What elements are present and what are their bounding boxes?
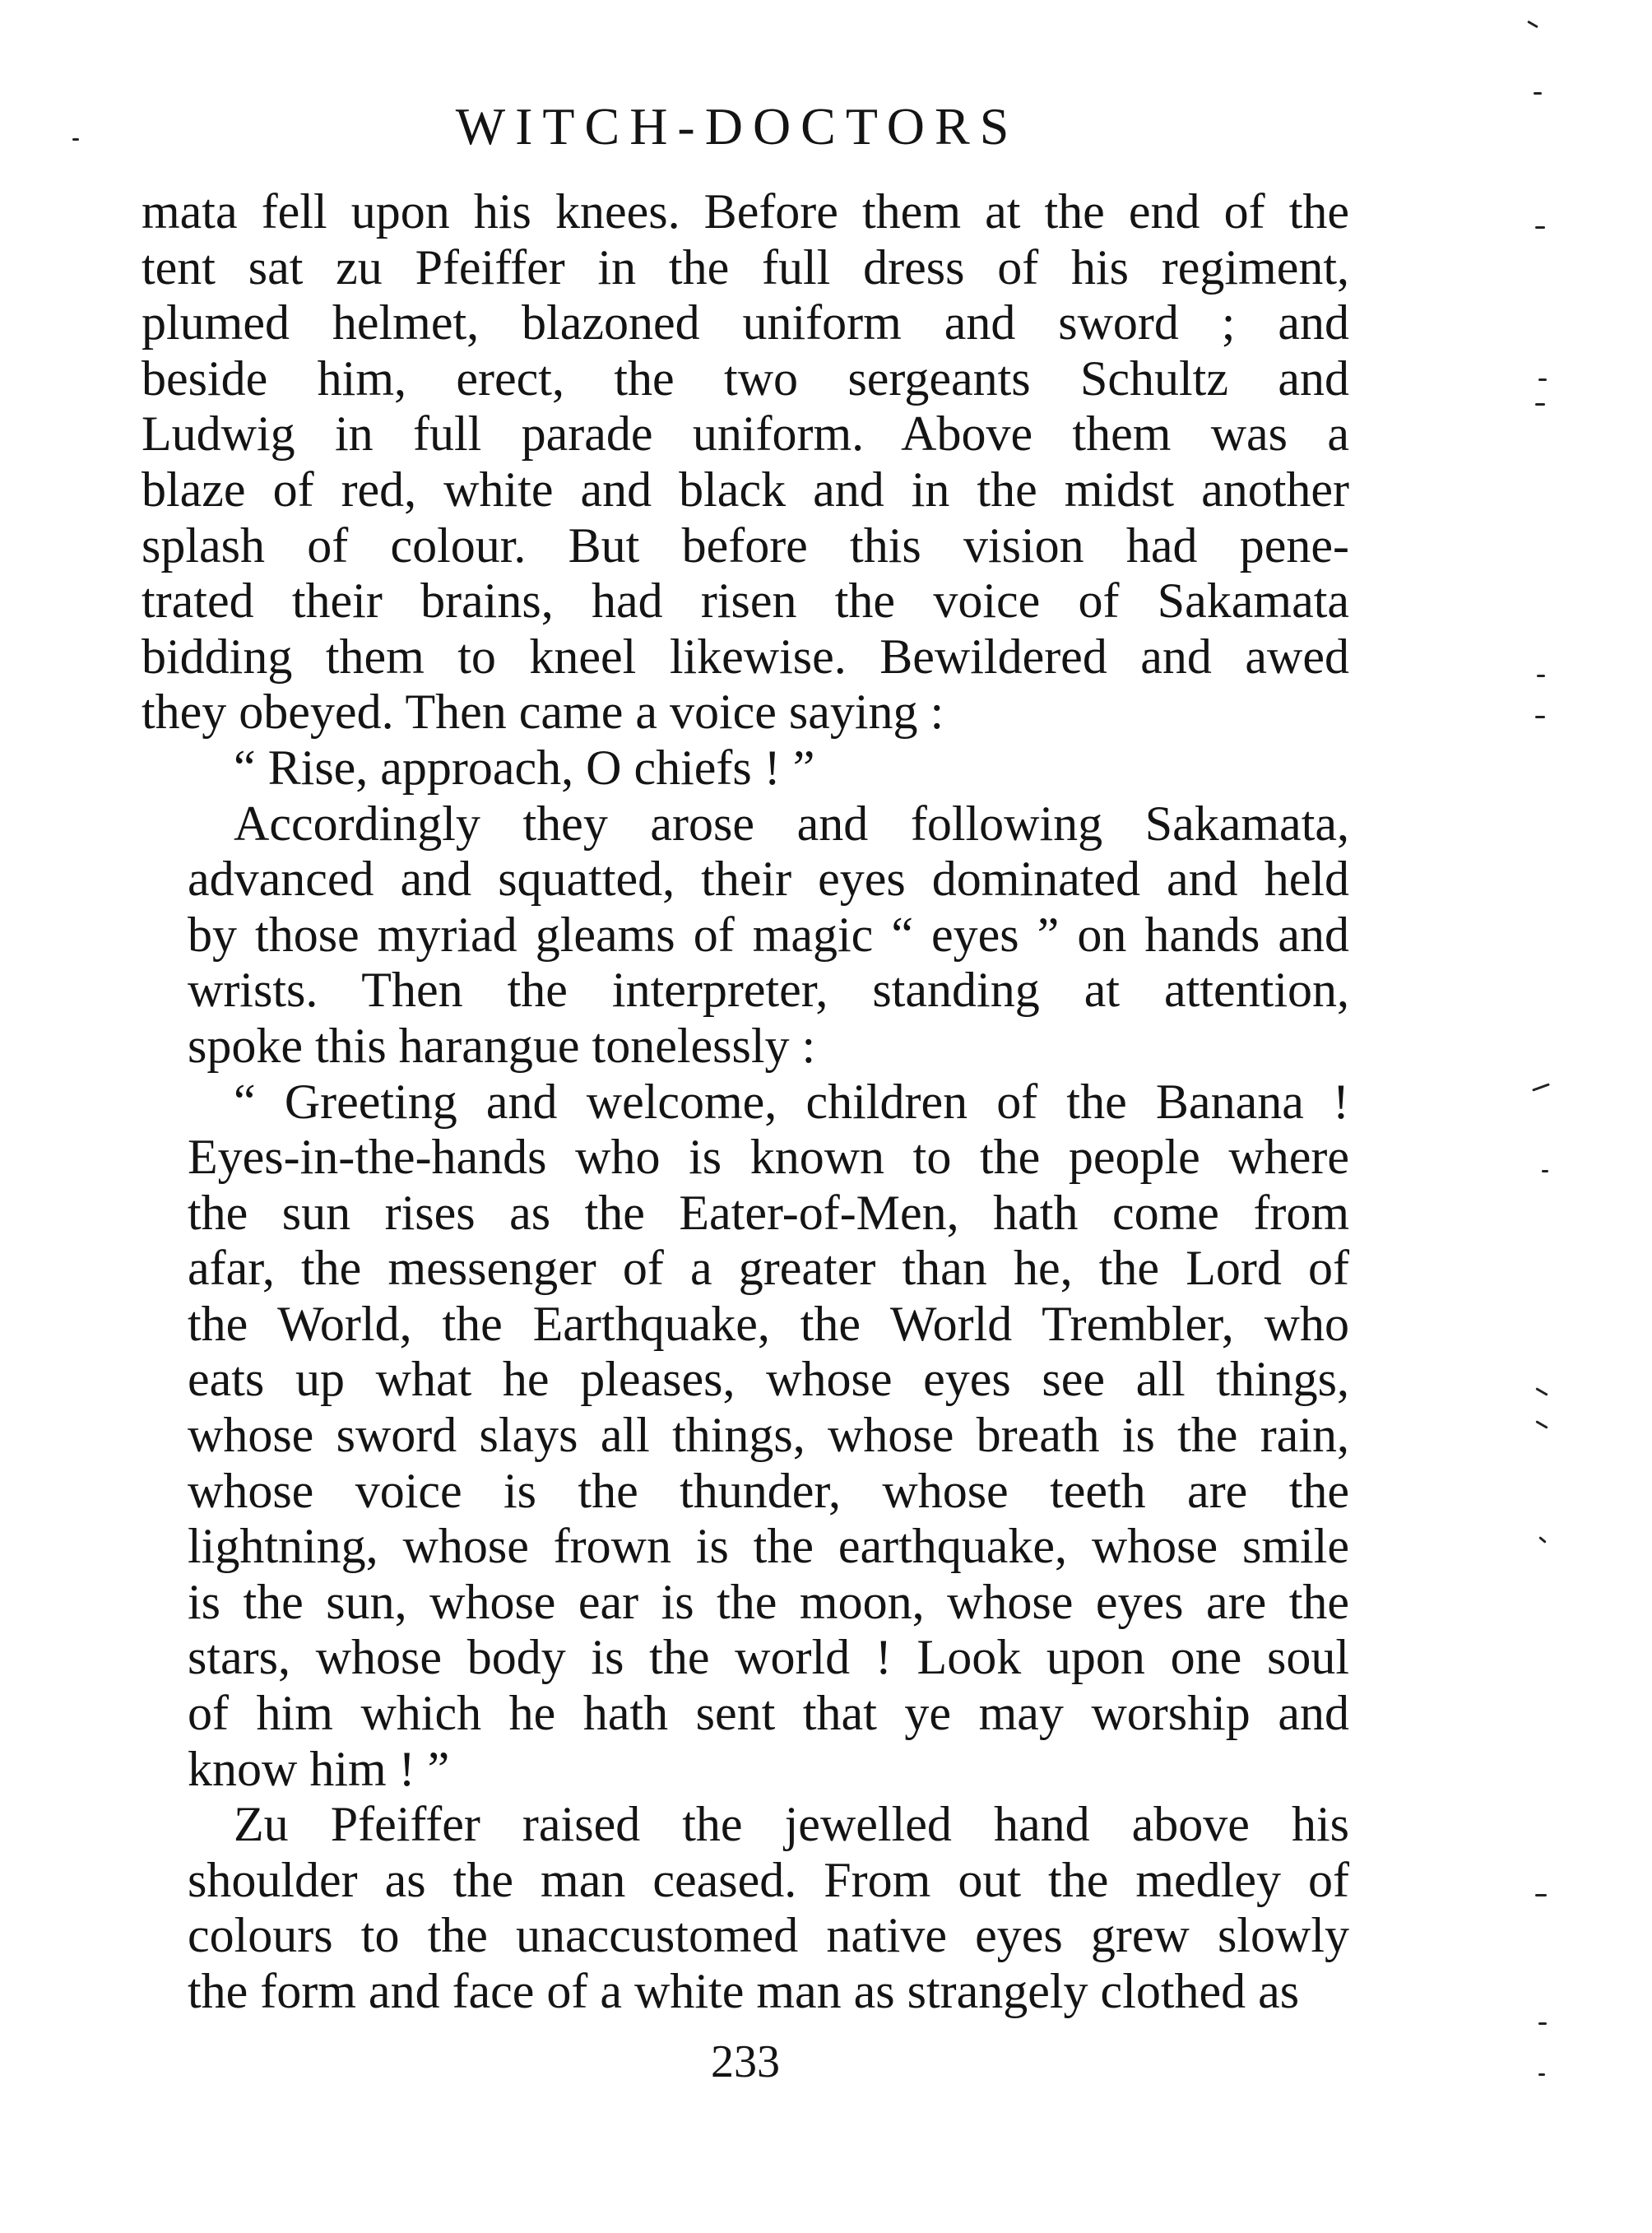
running-head: WITCH-DOCTORS [455,97,1019,156]
paragraph [142,1797,1349,2019]
scan-mark [1535,403,1545,406]
text-line: tent sat zu Pfeiffer in the full dress of his regiment, [142,239,1349,295]
paragraph [142,1075,1349,1798]
text-line: mata fell upon his knees. Before them at the end of the [142,184,1349,239]
text-line: they obeyed. Then came a voice saying : [142,685,944,740]
text-line: spoke this harangue tonelessly : [188,1018,816,1073]
text-line: eats up what he pleases, whose eyes see all things, [188,1352,1349,1407]
text-line: splash of colour. But before this vision had pene- [142,518,1349,573]
paragraph [142,740,1349,796]
body-text [142,184,1349,2020]
text-line: beside him, erect, the two sergeants Schultz and [142,351,1349,406]
text-line: by those myriad gleams of magic “ eyes ” on hands and [188,907,1349,962]
scan-mark [1532,1083,1550,1091]
paragraph [142,796,1349,1075]
text-line: advanced and squatted, their eyes dominated and held [188,852,1349,907]
scan-mark [1535,1894,1547,1896]
page-number: 233 [711,2036,780,2087]
text-line: the form and face of a white man as strangely clothed as [188,1964,1300,2018]
text-line: bidding them to kneel likewise. Bewildered and awed [142,629,1349,684]
scan-mark [1527,21,1538,29]
scan-mark [1537,675,1545,677]
text-line: Ludwig in full parade uniform. Above them was a [142,406,1349,462]
scan-mark [1534,92,1542,95]
text-line: wrists. Then the interpreter, standing at attention, [188,963,1349,1018]
text-line: Eyes-in-the-hands who is known to the people where [188,1130,1349,1185]
text-line: shoulder as the man ceased. From out the medley of [188,1852,1349,1907]
scan-mark [1535,1420,1548,1429]
text-line: of him which he hath sent that ye may worship and [188,1686,1349,1741]
text-line: is the sun, whose ear is the moon, whose eyes are the [188,1574,1349,1629]
text-line: lightning, whose frown is the earthquake, whose smile [188,1519,1349,1574]
scan-mark [1535,226,1545,229]
scan-mark [1542,1170,1548,1172]
text-line: Zu Pfeiffer raised the jewelled hand above his [234,1797,1349,1852]
scan-mark [1538,378,1547,381]
scan-mark [1538,2022,1547,2025]
paragraph [142,184,1349,740]
text-line: trated their brains, had risen the voice of Sakamata [142,573,1349,629]
scan-mark [1538,1536,1547,1544]
text-line: afar, the messenger of a greater than he, the Lord of [188,1241,1349,1296]
scan-mark [1535,1387,1548,1396]
text-line: Accordingly they arose and following Sakamata, [234,796,1349,851]
text-line: stars, whose body is the world ! Look upon one soul [188,1630,1349,1685]
text-line: “ Greeting and welcome, children of the Banana ! [234,1074,1349,1129]
text-line: blaze of red, white and black and in the midst another [142,462,1349,517]
scan-mark [1535,716,1545,718]
text-line: colours to the unaccustomed native eyes grew slowly [188,1908,1349,1963]
text-line: plumed helmet, blazoned uniform and sword ; and [142,295,1349,351]
text-line: whose sword slays all things, whose breath is the rain, [188,1408,1349,1463]
scan-mark [72,138,79,141]
text-line: whose voice is the thunder, whose teeth are the [188,1463,1349,1518]
text-line: know him ! ” [188,1741,450,1796]
text-line: the sun rises as the Eater-of-Men, hath come from [188,1185,1349,1240]
text-line: “ Rise, approach, O chiefs ! ” [234,740,815,795]
text-line: the World, the Earthquake, the World Trembler, who [188,1296,1349,1351]
scan-mark [1538,2073,1545,2076]
